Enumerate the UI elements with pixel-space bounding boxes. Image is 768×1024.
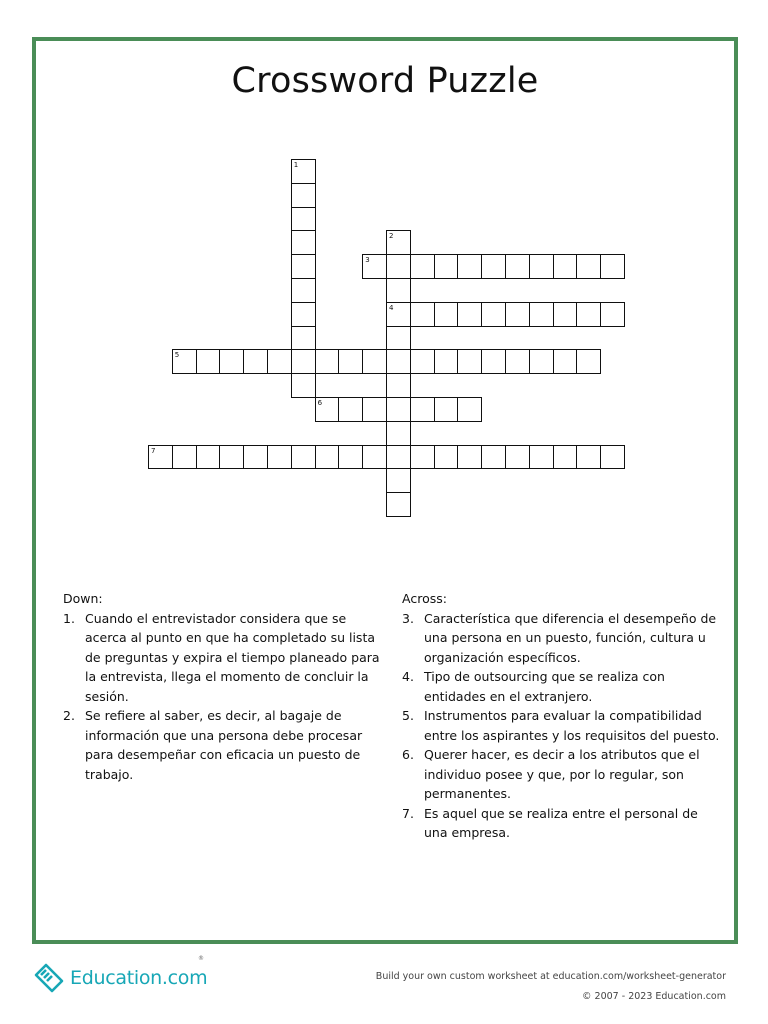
down-clues [63, 589, 383, 784]
registered-mark: ® [198, 955, 204, 962]
clue-number: 2. [63, 708, 75, 723]
grid-cell[interactable] [291, 326, 316, 351]
grid-cell[interactable] [338, 445, 363, 470]
grid-cell[interactable] [219, 445, 244, 470]
grid-cell[interactable] [362, 349, 387, 374]
grid-number-1: 1 [293, 161, 299, 169]
brand-name: Education.com [70, 967, 208, 989]
grid-cell[interactable] [481, 254, 506, 279]
clue-number: 5. [402, 708, 414, 723]
grid-cell[interactable] [291, 183, 316, 208]
grid-cell[interactable] [576, 302, 601, 327]
clue-text: Querer hacer, es decir a los atributos que el individuo posee y que, por lo regular, son permanentes. [424, 747, 700, 801]
clue-text: Tipo de outsourcing que se realiza con entidades en el extranjero. [424, 669, 665, 704]
grid-number-5: 5 [174, 351, 180, 360]
grid-cell[interactable] [505, 349, 530, 374]
grid-cell[interactable] [434, 254, 459, 279]
grid-cell[interactable] [529, 254, 554, 279]
grid-cell[interactable] [291, 445, 316, 470]
clue-text: Cuando el entrevistador considera que se acerca al punto en que ha completado su lista de preguntas y expira el tiempo planeado para la entrevista, llega el momento de concluir la sesión. [85, 610, 380, 704]
footer-tagline: Build your own custom worksheet at education.com/worksheet-generator [375, 971, 726, 982]
grid-cell[interactable] [481, 445, 506, 470]
clue-down-1 [63, 609, 383, 707]
grid-cell[interactable] [338, 349, 363, 374]
grid-cell[interactable] [196, 445, 221, 470]
grid-cell[interactable] [291, 278, 316, 303]
grid-cell[interactable] [267, 349, 292, 374]
grid-cell[interactable] [553, 445, 578, 470]
grid-cell[interactable] [386, 445, 411, 470]
grid-cell[interactable] [386, 421, 411, 446]
clue-across-6 [402, 745, 722, 804]
grid-cell[interactable] [386, 468, 411, 493]
grid-cell[interactable] [457, 302, 482, 327]
crossword-grid [36, 41, 734, 541]
grid-cell[interactable] [576, 349, 601, 374]
clue-across-5 [402, 706, 722, 745]
grid-cell[interactable] [457, 349, 482, 374]
grid-cell[interactable] [315, 349, 340, 374]
grid-cell[interactable] [291, 349, 316, 374]
grid-cell[interactable] [362, 445, 387, 470]
clue-number: 3. [402, 610, 414, 626]
grid-cell[interactable] [291, 230, 316, 255]
grid-number-6: 6 [317, 399, 323, 407]
grid-cell[interactable] [362, 397, 387, 422]
grid-cell[interactable] [481, 349, 506, 374]
clue-across-4 [402, 667, 722, 706]
grid-cell[interactable] [434, 445, 459, 470]
grid-cell[interactable] [434, 397, 459, 422]
grid-cell[interactable] [410, 445, 435, 470]
grid-cell[interactable] [505, 445, 530, 470]
grid-number-7: 7 [151, 446, 156, 455]
clue-text: Característica que diferencia el desempeño de una persona en un puesto, función, cultura u organización específicos. [424, 610, 717, 665]
grid-cell[interactable] [291, 254, 316, 279]
grid-number-4: 4 [389, 303, 394, 312]
grid-cell[interactable] [243, 349, 268, 374]
grid-number-2: 2 [389, 232, 394, 241]
grid-cell[interactable] [600, 302, 625, 327]
grid-cell[interactable] [600, 445, 625, 470]
worksheet-frame [32, 37, 738, 944]
clue-number: 1. [63, 610, 75, 626]
grid-cell[interactable] [196, 349, 221, 374]
grid-cell[interactable] [386, 373, 411, 398]
grid-cell[interactable] [410, 254, 435, 279]
grid-cell[interactable] [576, 445, 601, 470]
down-heading: Down: [63, 591, 103, 606]
clue-across-3 [402, 609, 722, 668]
clue-number: 7. [402, 805, 414, 821]
grid-cell[interactable] [553, 254, 578, 279]
grid-number-3: 3 [365, 256, 370, 265]
grid-cell[interactable] [338, 397, 363, 422]
grid-cell[interactable] [553, 349, 578, 374]
grid-cell[interactable] [219, 349, 244, 374]
grid-cell[interactable] [386, 492, 411, 517]
grid-cell[interactable] [434, 302, 459, 327]
grid-cell[interactable] [457, 254, 482, 279]
footer-copyright: © 2007 - 2023 Education.com [582, 991, 726, 1002]
education-logo-icon [32, 961, 66, 995]
grid-cell[interactable] [386, 349, 411, 374]
page-title: Crossword Puzzle [231, 61, 539, 101]
grid-cell[interactable] [457, 397, 482, 422]
grid-cell[interactable] [386, 278, 411, 303]
grid-cell[interactable] [291, 207, 316, 232]
grid-cell[interactable] [505, 254, 530, 279]
footer-info [376, 967, 726, 1007]
grid-cell[interactable] [529, 302, 554, 327]
grid-cell[interactable] [505, 302, 530, 327]
grid-cell[interactable] [291, 302, 316, 327]
grid-cell[interactable] [576, 254, 601, 279]
grid-cell[interactable] [410, 397, 435, 422]
clue-text: Instrumentos para evaluar la compatibilidad entre los aspirantes y los requisitos del puesto. [424, 708, 720, 743]
grid-cell[interactable] [410, 302, 435, 327]
grid-cell[interactable] [267, 445, 292, 470]
across-heading: Across: [402, 591, 447, 606]
grid-cell[interactable] [434, 349, 459, 374]
grid-cell[interactable] [529, 445, 554, 470]
grid-cell[interactable] [386, 397, 411, 422]
grid-cell[interactable] [243, 445, 268, 470]
grid-cell[interactable] [529, 349, 554, 374]
grid-cell[interactable] [600, 254, 625, 279]
clue-number: 6. [402, 747, 414, 762]
clue-down-2 [63, 706, 383, 784]
grid-cell[interactable] [553, 302, 578, 327]
grid-cell[interactable] [410, 349, 435, 374]
clue-number: 4. [402, 669, 414, 684]
grid-cell[interactable] [315, 445, 340, 470]
grid-cell[interactable] [481, 302, 506, 327]
clue-text: Es aquel que se realiza entre el personal de una empresa. [424, 805, 698, 840]
across-clues [402, 589, 722, 843]
grid-cell[interactable] [457, 445, 482, 470]
grid-cell[interactable] [386, 254, 411, 279]
grid-cell[interactable] [172, 445, 197, 470]
education-logo[interactable] [32, 955, 208, 1001]
grid-cell[interactable] [386, 326, 411, 351]
clue-text: Se refiere al saber, es decir, al bagaje de información que una persona debe procesar para desempeñar con eficacia un puesto de trabajo. [85, 708, 363, 782]
clue-across-7 [402, 804, 722, 843]
grid-cell[interactable] [291, 373, 316, 398]
